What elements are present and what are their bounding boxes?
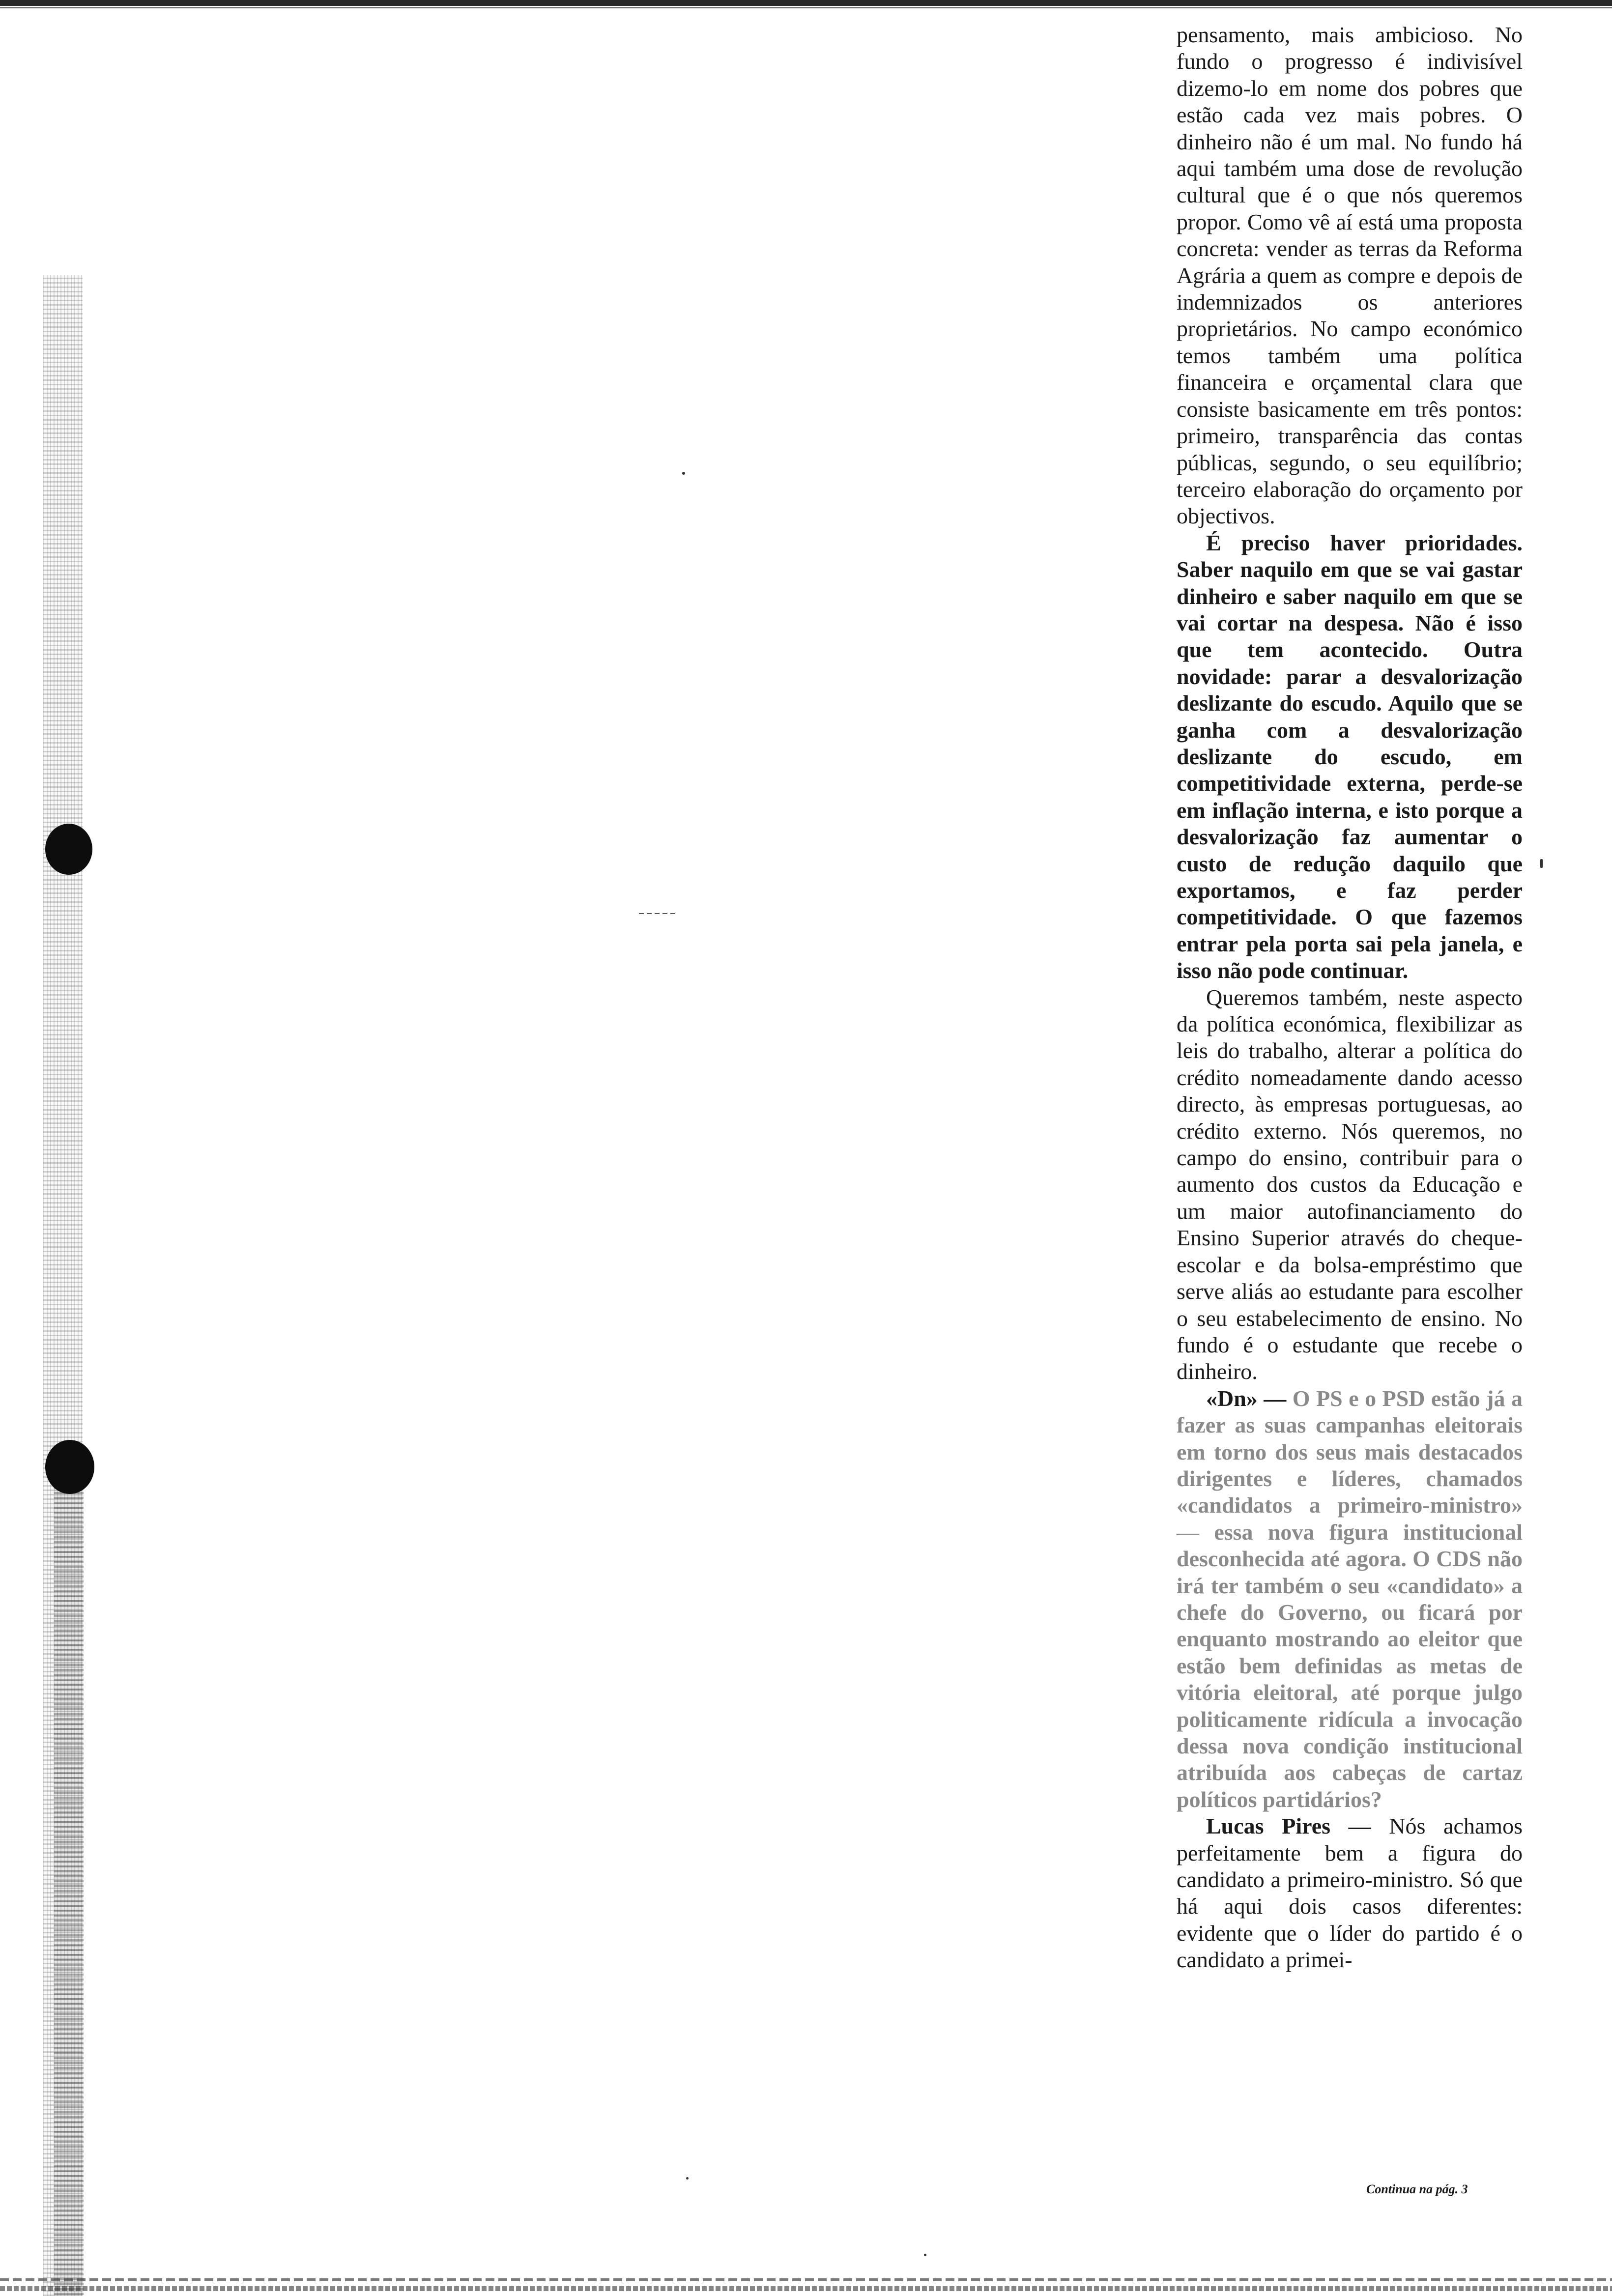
top-rule-thin <box>0 7 1612 8</box>
article-paragraph-answer <box>1177 1813 1523 1973</box>
punch-hole-upper <box>45 824 92 875</box>
scan-dash-mark <box>639 913 678 914</box>
article-paragraph-2: É preciso haver prioridades. Saber naquilo em que se vai gastar dinheiro e saber naquilo em que se vai cortar na despesa. Não é isso que tem acontecido. Outra novidade: parar a desvalorização deslizante do escudo. Aquilo que se ganha com a desvalorização deslizante do escudo, em competitividade externa, perde-se em inflação interna, e isto porque a desvalorização faz aumentar o custo de redução daquilo que exportamos, e faz perder competitividade. O que fazemos entrar pela porta sai pela janela, e isso não pode continuar. <box>1177 530 1523 983</box>
bottom-rule-dense <box>0 2286 1612 2291</box>
article-paragraph-3: Queremos também, neste aspecto da política económica, flexibilizar as leis do trabalho, alterar a política do crédito nomeadamente dando acesso directo, às empresas portuguesas, ao crédito externo. Nós queremos, no campo do ensino, contribuir para o aumento dos custos da Educação e um maior autofinanciamento do Ensino Superior através do cheque-escolar e da bolsa-empréstimo que serve aliás ao estudante para escolher o seu estabelecimento de ensino. No fundo é o estudante que recebe o dinheiro. <box>1177 984 1523 1384</box>
article-paragraph-1: pensamento, mais ambicioso. No fundo o progresso é indivisível dizemo-lo em nome dos pobres que estão cada vez mais pobres. O dinheiro não é um mal. No fundo há aqui também uma dose de revolução cultural que é o que nós queremos propor. Como vê aí está uma proposta concreta: vender as terras da Reforma Agrária a quem as compre e depois de indemnizados os anteriores proprietários. No campo económico temos também uma política financeira e orçamental clara que consiste basicamente em três pontos: primeiro, transparência das contas públicas, segundo, o seu equilíbrio; terceiro elaboração do orçamento por objectivos. <box>1177 22 1523 529</box>
scan-speck <box>924 2254 926 2256</box>
scan-speck <box>686 2177 689 2180</box>
article-column <box>1177 22 1523 1974</box>
article-paragraph-question <box>1177 1385 1523 1813</box>
continued-note: Continua na pág. 3 <box>1366 2182 1468 2196</box>
answer-text: Nós achamos perfeitamente bem a figura do candidato a primeiro-ministro. Só que há aqui dois casos diferentes: evidente que o líder do partido é o candidato a primei- <box>1177 1813 1523 1973</box>
scan-speck <box>682 472 685 475</box>
binding-scan-artifact-dense <box>54 1464 84 2295</box>
speaker-label: Lucas Pires — <box>1206 1813 1371 1839</box>
interview-question: O PS e o PSD estão já a fazer as suas campanhas eleitorais em torno dos seus mais destacados dirigentes e líderes, chamados «candidatos a primeiro-ministro» — essa nova figura institucional desconhecida até agora. O CDS não irá ter também o seu «candidato» a chefe do Governo, ou ficará por enquanto mostrando ao eleitor que estão bem definidas as metas de vitória eleitoral, até porque julgo politicamente ridícula a invocação dessa nova condição institucional atribuída aos cabeças de cartaz políticos partidários? <box>1177 1385 1523 1812</box>
top-rule <box>0 0 1612 6</box>
scan-speck <box>1540 859 1543 868</box>
interviewer-label: «Dn» — <box>1206 1385 1287 1411</box>
punch-hole-lower <box>45 1440 94 1494</box>
bottom-rule <box>0 2278 1612 2281</box>
